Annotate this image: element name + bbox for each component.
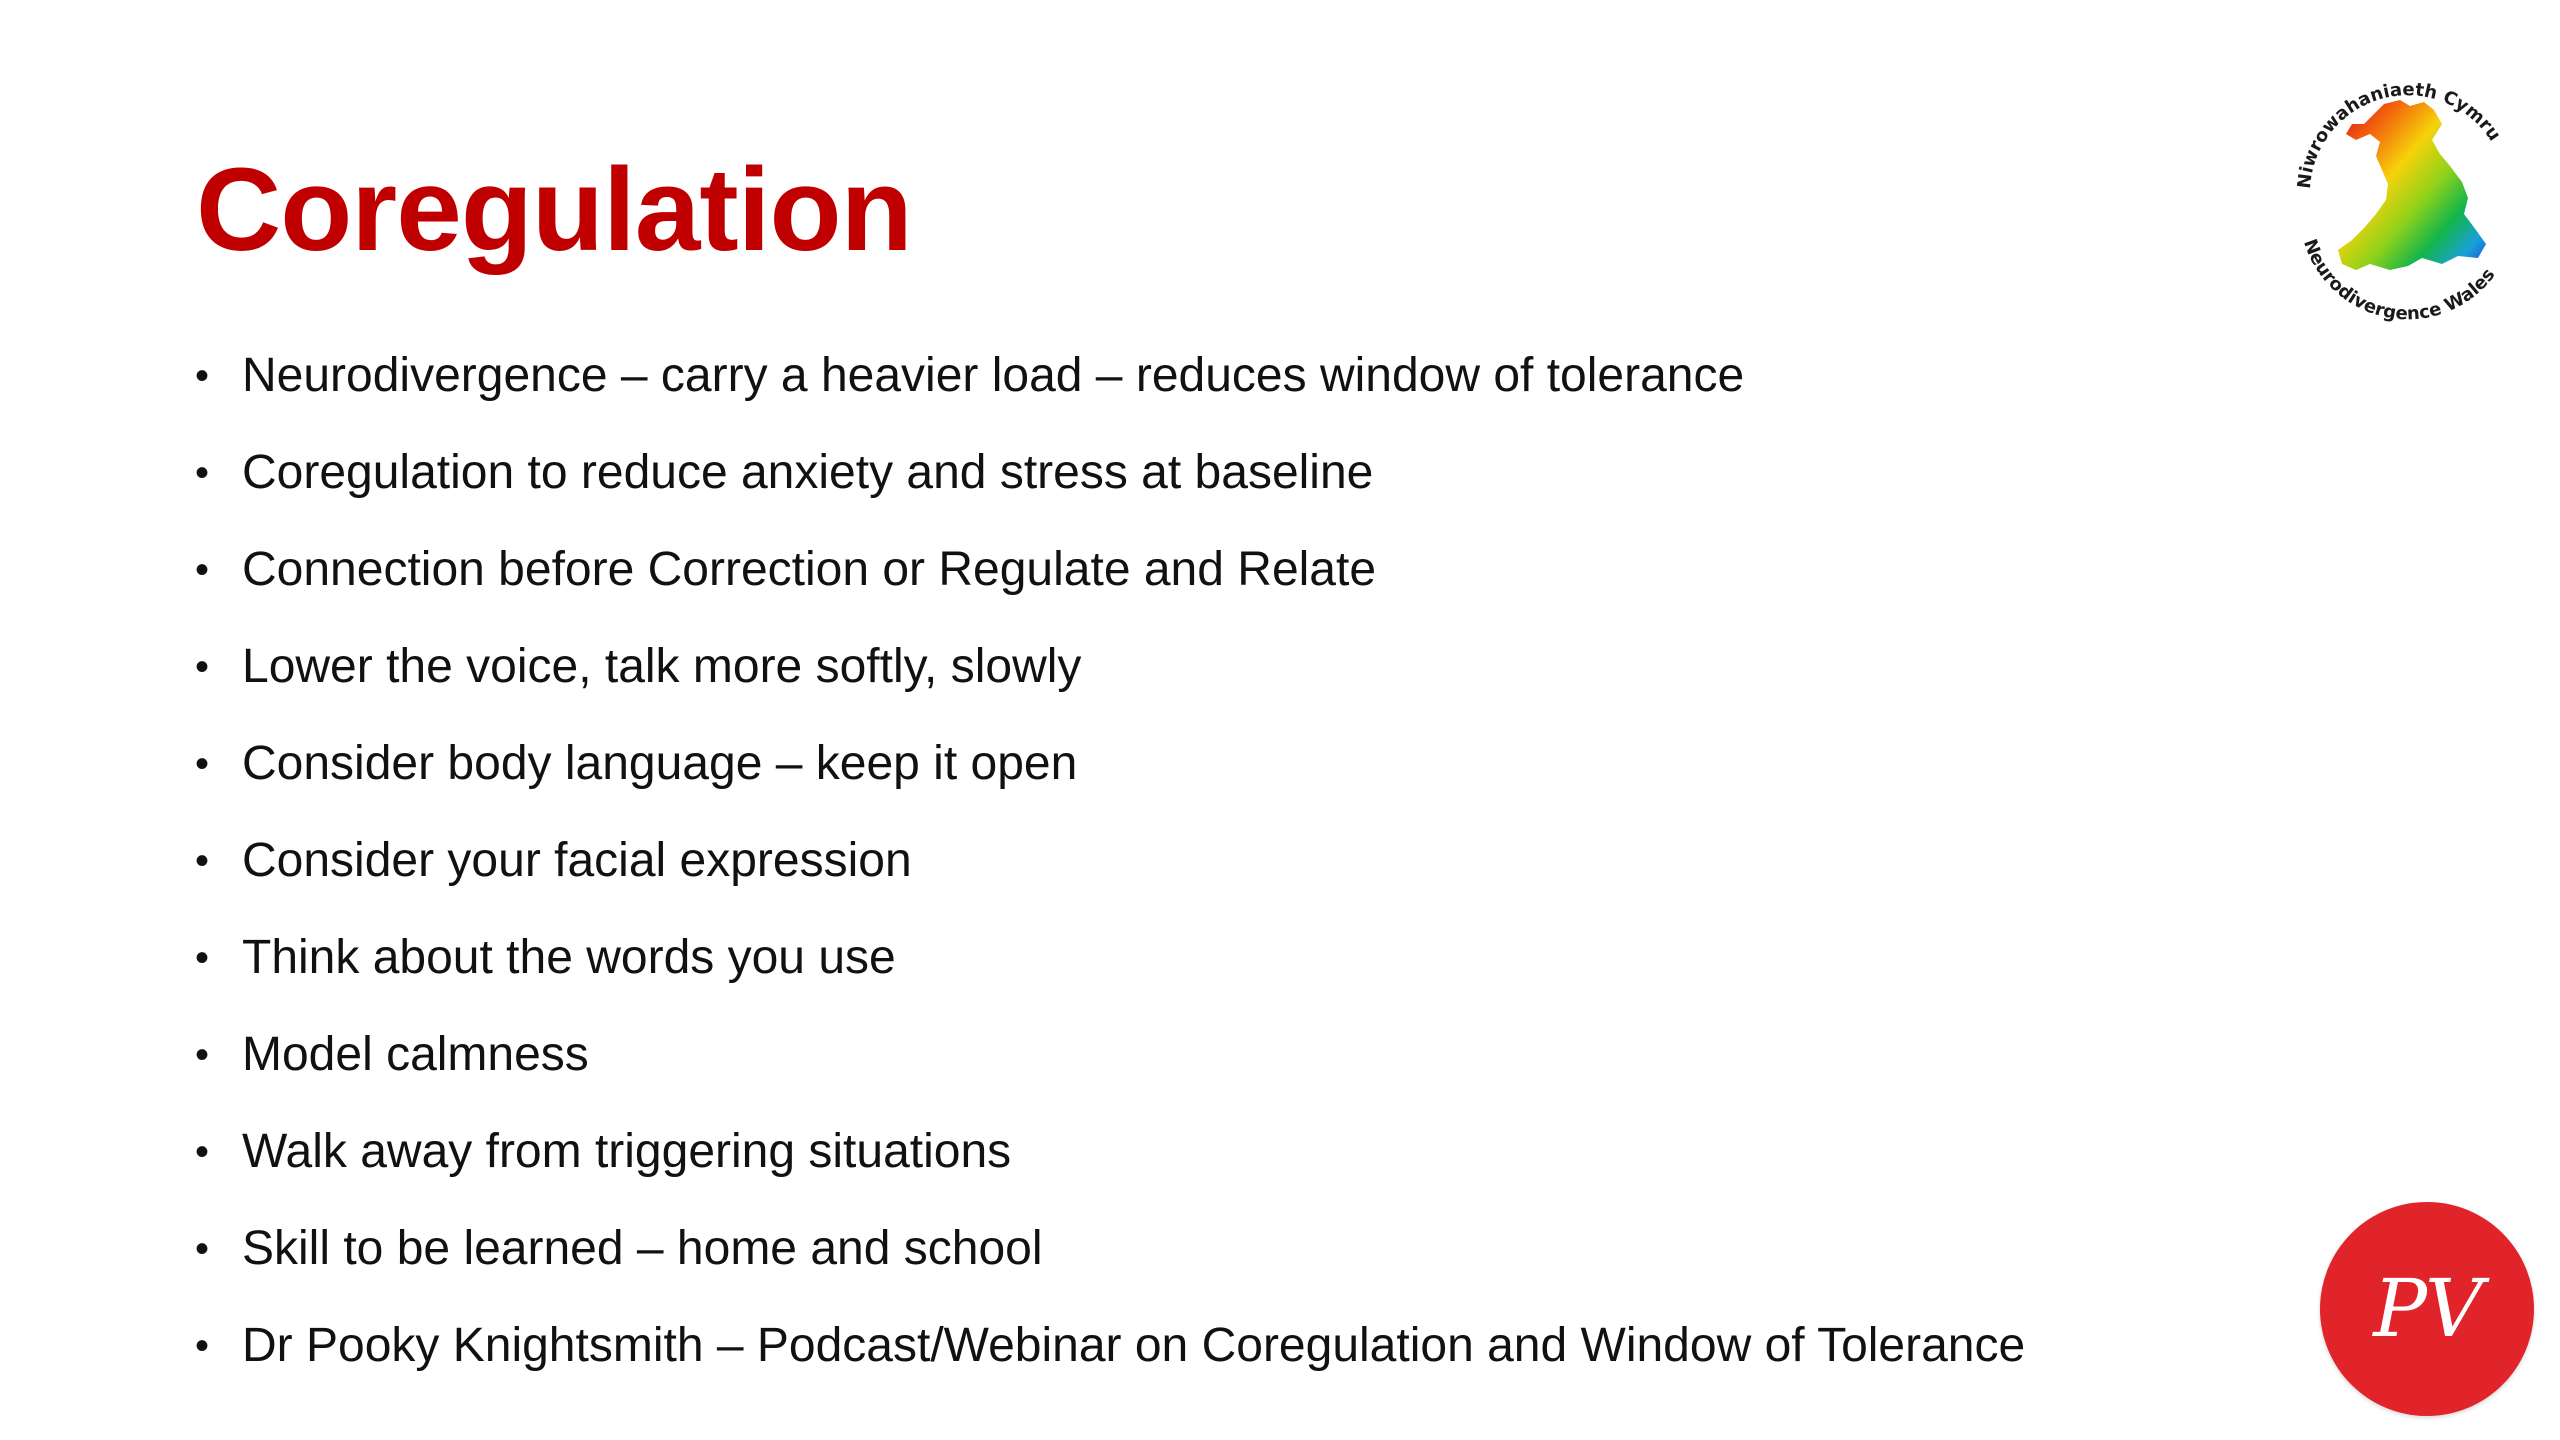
bullet-item	[190, 433, 2240, 530]
pv-logo-text: PV	[2373, 1262, 2481, 1355]
bullet-dot-icon: •	[195, 1324, 210, 1368]
bullet-item	[190, 1306, 2240, 1403]
bullet-text: Dr Pooky Knightsmith – Podcast/Webinar on Coregulation and Window of Tolerance	[242, 1319, 2026, 1372]
bullet-text: Coregulation to reduce anxiety and stress at baseline	[242, 446, 1374, 499]
bullet-dot-icon: •	[195, 1033, 210, 1077]
bullet-item	[190, 1112, 2240, 1209]
bullet-text: Walk away from triggering situations	[242, 1125, 1012, 1178]
bullet-item	[190, 821, 2240, 918]
bullet-item	[190, 1015, 2240, 1112]
bullet-text: Model calmness	[242, 1028, 589, 1081]
bullet-dot-icon: •	[195, 742, 210, 786]
bullet-list	[190, 336, 2240, 1403]
logo-text-welsh: Niwrowahaniaeth Cymru	[2293, 79, 2505, 190]
bullet-text: Consider your facial expression	[242, 834, 912, 887]
bullet-item	[190, 530, 2240, 627]
pv-logo	[2320, 1202, 2534, 1416]
bullet-text: Neurodivergence – carry a heavier load – reduces window of tolerance	[242, 349, 1745, 402]
bullet-dot-icon: •	[195, 839, 210, 883]
bullet-dot-icon: •	[195, 936, 210, 980]
bullet-item	[190, 724, 2240, 821]
bullet-item	[190, 627, 2240, 724]
bullet-dot-icon: •	[195, 645, 210, 689]
bullet-text: Lower the voice, talk more softly, slowly	[242, 640, 1082, 693]
logo-text-english: Neurodivergence Wales	[2299, 236, 2500, 325]
bullet-dot-icon: •	[195, 354, 210, 398]
bullet-dot-icon: •	[195, 451, 210, 495]
bullet-text: Skill to be learned – home and school	[242, 1222, 1043, 1275]
bullet-dot-icon: •	[195, 1227, 210, 1271]
bullet-dot-icon: •	[195, 548, 210, 592]
slide-title: Coregulation	[196, 144, 912, 276]
bullet-item	[190, 336, 2240, 433]
bullet-item	[190, 918, 2240, 1015]
bullet-text: Connection before Correction or Regulate and Relate	[242, 543, 1377, 596]
bullet-item	[190, 1209, 2240, 1306]
neurodivergence-wales-logo	[2272, 44, 2542, 334]
wales-map-icon	[2272, 44, 2542, 334]
bullet-dot-icon: •	[195, 1130, 210, 1174]
bullet-text: Think about the words you use	[242, 931, 896, 984]
bullet-text: Consider body language – keep it open	[242, 737, 1078, 790]
